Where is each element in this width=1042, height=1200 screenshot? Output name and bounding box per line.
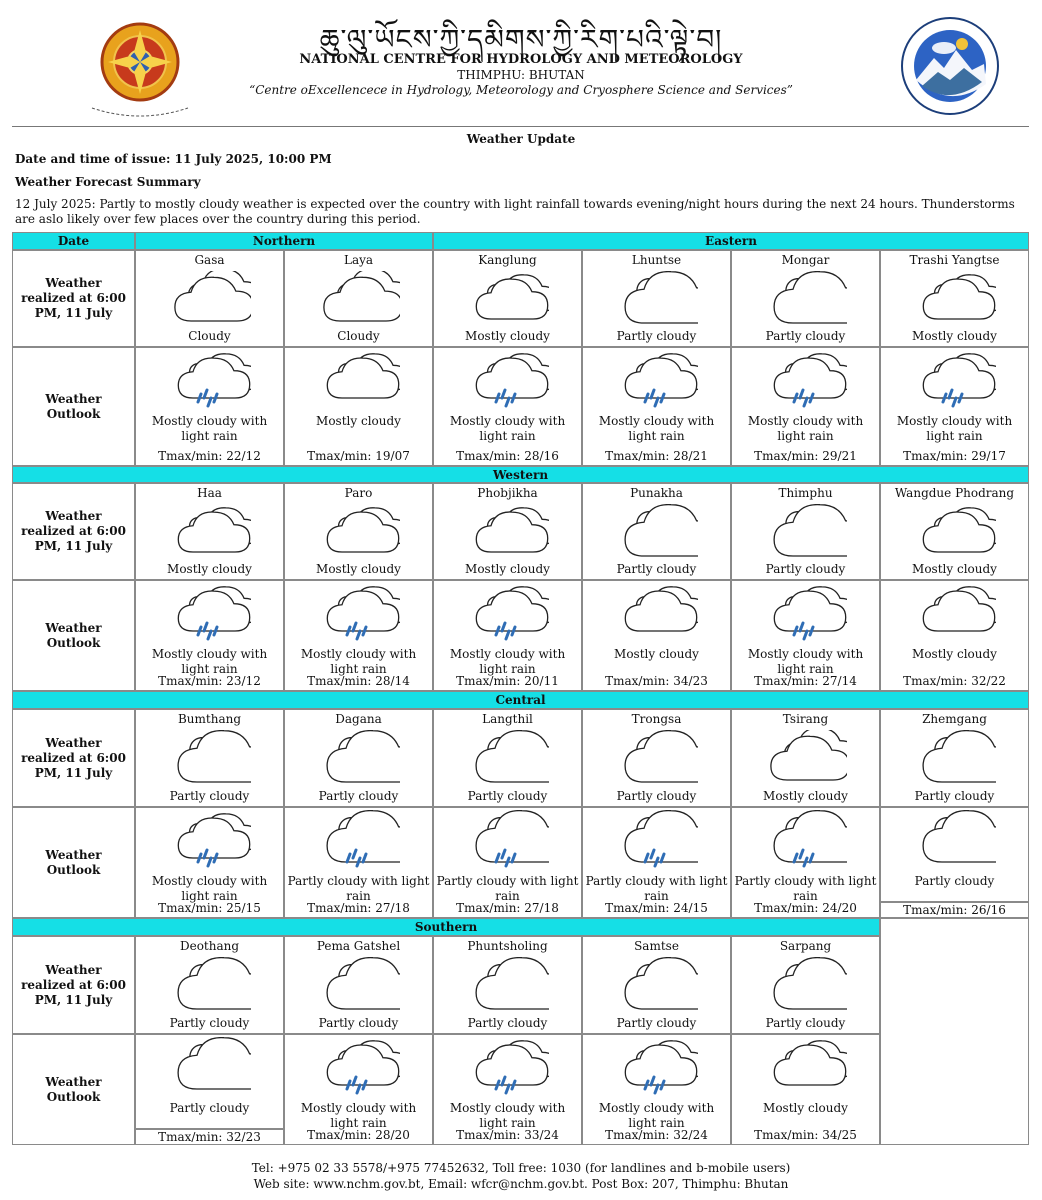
cloudy-icon (767, 730, 847, 794)
region-central-label: Central (495, 693, 546, 707)
outlook-description: Mostly cloudy with light rain (300, 647, 417, 676)
partly-icon (320, 730, 400, 794)
partly-icon (618, 957, 698, 1021)
temperature-range: Tmax/min: 24/15 (605, 901, 708, 915)
realized-cell (433, 936, 582, 1034)
date-header (12, 232, 135, 250)
cloudy-icon (320, 271, 400, 335)
outlook-cell (284, 580, 433, 691)
partly-icon (618, 271, 698, 335)
outlook-description: Mostly cloudy (316, 414, 401, 428)
mostly-rain-icon (469, 1037, 549, 1101)
temperature-range: Tmax/min: 26/16 (903, 903, 1006, 917)
mostly-icon (469, 504, 549, 568)
outlook-description: Mostly cloudy with light rain (449, 647, 566, 676)
realized-description: Partly cloudy (467, 789, 548, 803)
temperature-range: Tmax/min: 23/12 (158, 674, 261, 688)
outlook-cell (880, 347, 1029, 466)
realized-description: Partly cloudy (616, 1016, 697, 1030)
location-name: Phobjikha (477, 486, 538, 500)
footer-phone-line: Tel: +975 02 33 5578/+975 77452632, Toll free: 1030 (for landlines and b-mobile users) (251, 1161, 791, 1175)
empty-cell (880, 918, 1029, 1145)
mostly-rain-icon (171, 810, 251, 874)
summary-text: 12 July 2025: Partly to mostly cloudy weather is expected over the country with light rainfall towards evening/night hours during the next 24 hours. Thunderstorms are aslo likely over few places over the country during this period. (15, 197, 1015, 226)
mostly-icon (916, 271, 996, 335)
outlook-cell (731, 347, 880, 466)
temperature-range: Tmax/min: 28/21 (605, 449, 708, 463)
realized-description: Partly cloudy (765, 329, 846, 343)
realized-cell (582, 709, 731, 807)
organization-city: THIMPHU: BHUTAN (457, 68, 585, 82)
partly-icon (916, 810, 996, 874)
outlook-description: Mostly cloudy with light rain (151, 414, 268, 443)
location-name: Mongar (781, 253, 830, 267)
outlook-cell (731, 580, 880, 691)
mostly-rain-icon (320, 1037, 400, 1101)
region-southern-label: Southern (414, 920, 478, 934)
outlook-cell (880, 580, 1029, 691)
temperature-range: Tmax/min: 25/15 (158, 901, 261, 915)
partly-rain-icon (618, 810, 698, 874)
partly-icon (916, 730, 996, 794)
realized-cell (433, 709, 582, 807)
realized-cell (135, 709, 284, 807)
partly-rain-icon (767, 810, 847, 874)
temperature-range: Tmax/min: 28/16 (456, 449, 559, 463)
partly-icon (171, 957, 251, 1021)
outlook-description: Partly cloudy with light rain (585, 874, 728, 903)
mostly-rain-icon (767, 350, 847, 414)
outlook-description: Mostly cloudy with light rain (151, 874, 268, 903)
location-name: Thimphu (778, 486, 833, 500)
temperature-range: Tmax/min: 27/18 (456, 901, 559, 915)
realized-description: Partly cloudy (169, 1016, 250, 1030)
outlook-description: Partly cloudy (914, 874, 995, 888)
realized-cell (731, 250, 880, 347)
region-western (12, 466, 1029, 483)
row-label-realized (12, 709, 135, 807)
outlook-cell (582, 1034, 731, 1145)
temperature-range: Tmax/min: 28/20 (307, 1128, 410, 1142)
region-northern (135, 232, 433, 250)
realized-description: Mostly cloudy (912, 329, 997, 343)
location-name: Phuntsholing (467, 939, 548, 953)
realized-cell (582, 936, 731, 1034)
location-name: Pema Gatshel (316, 939, 401, 953)
realized-cell (135, 250, 284, 347)
row-label-realized-text: Weather realized at 6:00 PM, 11 July (21, 962, 126, 1007)
partly-icon (469, 957, 549, 1021)
temperature-range: Tmax/min: 34/23 (605, 674, 708, 688)
mostly-icon (916, 504, 996, 568)
realized-description: Mostly cloudy (763, 789, 848, 803)
mostly-rain-icon (171, 350, 251, 414)
region-western-label: Western (492, 467, 549, 482)
row-label-outlook-text: Weather Outlook (45, 620, 102, 650)
realized-cell (731, 483, 880, 580)
issue-date-time: Date and time of issue: 11 July 2025, 10:00 PM (15, 152, 332, 166)
outlook-cell (731, 807, 880, 918)
location-name: Sarpang (779, 939, 832, 953)
mostly-icon (767, 1037, 847, 1101)
organization-motto: “Centre oExcellencece in Hydrology, Meteorology and Cryosphere Science and Services” (249, 83, 793, 97)
mostly-icon (618, 583, 698, 647)
outlook-cell (433, 807, 582, 918)
temperature-range: Tmax/min: 32/24 (605, 1128, 708, 1142)
outlook-description: Partly cloudy with light rain (734, 874, 877, 903)
outlook-description: Mostly cloudy with light rain (151, 647, 268, 676)
partly-icon (171, 730, 251, 794)
outlook-description: Mostly cloudy with light rain (747, 414, 864, 443)
location-name: Deothang (179, 939, 240, 953)
partly-icon (618, 730, 698, 794)
partly-icon (469, 730, 549, 794)
realized-cell (880, 709, 1029, 807)
realized-cell (731, 709, 880, 807)
temperature-box (880, 902, 1029, 918)
temperature-box (135, 1129, 284, 1145)
outlook-cell (135, 347, 284, 466)
realized-cell (284, 483, 433, 580)
mostly-rain-icon (171, 583, 251, 647)
partly-rain-icon (469, 810, 549, 874)
realized-description: Partly cloudy (914, 789, 995, 803)
realized-description: Cloudy (188, 329, 231, 343)
row-label-realized-text: Weather realized at 6:00 PM, 11 July (21, 509, 126, 553)
row-label-outlook (12, 580, 135, 691)
realized-description: Partly cloudy (765, 562, 846, 576)
outlook-description: Mostly cloudy with light rain (449, 1101, 566, 1130)
outlook-cell (433, 347, 582, 466)
realized-description: Cloudy (337, 329, 380, 343)
location-name: Punakha (630, 486, 683, 500)
contact-footer (0, 1160, 1042, 1192)
summary-heading: Weather Forecast Summary (15, 175, 201, 189)
realized-cell (880, 250, 1029, 347)
outlook-cell (433, 1034, 582, 1145)
realized-cell (582, 250, 731, 347)
mostly-rain-icon (618, 350, 698, 414)
mostly-rain-icon (767, 583, 847, 647)
outlook-description: Mostly cloudy (912, 647, 997, 661)
partly-icon (767, 271, 847, 335)
region-eastern-label: Eastern (705, 234, 757, 248)
row-label-outlook-text: Weather Outlook (45, 391, 102, 421)
outlook-description: Mostly cloudy with light rain (747, 647, 864, 676)
row-label-realized (12, 936, 135, 1034)
realized-description: Partly cloudy (318, 1016, 399, 1030)
location-name: Kanglung (478, 253, 537, 267)
realized-cell (582, 483, 731, 580)
region-northern-label: Northern (252, 234, 316, 248)
realized-description: Mostly cloudy (167, 562, 252, 576)
temperature-range: Tmax/min: 28/14 (307, 674, 410, 688)
organization-name: NATIONAL CENTRE FOR HYDROLOGY AND METEOROLOGY (299, 52, 743, 67)
outlook-description: Partly cloudy with light rain (287, 874, 430, 903)
outlook-description: Mostly cloudy with light rain (300, 1101, 417, 1130)
dzongkha-title: ཆུ་ལུ་ཡོངས་ཀྱི་དམིགས་ཀྱི་རིག་པའི་ལྟེ་བ། (319, 23, 723, 56)
realized-description: Partly cloudy (765, 1016, 846, 1030)
location-name: Bumthang (177, 712, 242, 726)
outlook-cell (284, 807, 433, 918)
realized-description: Mostly cloudy (465, 562, 550, 576)
row-label-realized-text: Weather realized at 6:00 PM, 11 July (21, 735, 126, 780)
realized-description: Partly cloudy (467, 1016, 548, 1030)
temperature-range: Tmax/min: 27/14 (754, 674, 857, 688)
location-name: Tsirang (782, 712, 829, 726)
row-label-realized-text: Weather realized at 6:00 PM, 11 July (21, 276, 126, 320)
location-name: Trongsa (631, 712, 682, 726)
realized-description: Partly cloudy (318, 789, 399, 803)
partly-rain-icon (320, 810, 400, 874)
outlook-description: Partly cloudy (169, 1101, 250, 1115)
realized-cell (433, 483, 582, 580)
outlook-cell (284, 347, 433, 466)
temperature-range: Tmax/min: 27/18 (307, 901, 410, 915)
mostly-rain-icon (916, 350, 996, 414)
temperature-range: Tmax/min: 33/24 (456, 1128, 559, 1142)
row-label-outlook-text: Weather Outlook (45, 847, 102, 877)
partly-icon (618, 504, 698, 568)
date-header-label: Date (57, 234, 90, 248)
realized-description: Partly cloudy (616, 329, 697, 343)
temperature-range: Tmax/min: 24/20 (754, 901, 857, 915)
realized-cell (731, 936, 880, 1034)
report-title: Weather Update (466, 132, 576, 146)
temperature-range: Tmax/min: 19/07 (307, 449, 410, 463)
location-name: Paro (344, 486, 373, 500)
region-southern (12, 918, 880, 936)
temperature-range: Tmax/min: 32/23 (158, 1130, 261, 1144)
partly-icon (767, 504, 847, 568)
partly-icon (767, 957, 847, 1021)
partly-icon (320, 957, 400, 1021)
row-label-realized (12, 250, 135, 347)
realized-cell (284, 936, 433, 1034)
temperature-range: Tmax/min: 22/12 (158, 449, 261, 463)
realized-cell (284, 250, 433, 347)
location-name: Langthil (482, 712, 533, 726)
outlook-cell (582, 807, 731, 918)
mostly-rain-icon (469, 583, 549, 647)
location-name: Zhemgang (922, 712, 987, 726)
mostly-rain-icon (469, 350, 549, 414)
location-name: Lhuntse (631, 253, 682, 267)
realized-cell (433, 250, 582, 347)
temperature-range: Tmax/min: 29/17 (903, 449, 1006, 463)
outlook-cell (433, 580, 582, 691)
row-label-outlook (12, 1034, 135, 1145)
outlook-description: Mostly cloudy with light rain (598, 1101, 715, 1130)
location-name: Samtse (634, 939, 679, 953)
outlook-cell (731, 1034, 880, 1145)
mostly-icon (320, 350, 400, 414)
outlook-description: Partly cloudy with light rain (436, 874, 579, 903)
location-name: Trashi Yangtse (909, 253, 1000, 267)
realized-cell (284, 709, 433, 807)
location-name: Laya (343, 253, 374, 267)
outlook-description: Mostly cloudy with light rain (598, 414, 715, 443)
row-label-outlook (12, 347, 135, 466)
temperature-range: Tmax/min: 20/11 (456, 674, 559, 688)
footer-web-line: Web site: www.nchm.gov.bt, Email: wfcr@nchm.gov.bt. Post Box: 207, Thimphu: Bhutan (253, 1177, 789, 1191)
temperature-range: Tmax/min: 34/25 (754, 1128, 857, 1142)
row-label-outlook (12, 807, 135, 918)
realized-description: Partly cloudy (616, 789, 697, 803)
realized-description: Partly cloudy (616, 562, 697, 576)
row-label-outlook-text: Weather Outlook (45, 1074, 102, 1104)
temperature-range: Tmax/min: 32/22 (903, 674, 1006, 688)
realized-description: Mostly cloudy (465, 329, 550, 343)
outlook-description: Mostly cloudy (614, 647, 699, 661)
location-name: Dagana (335, 712, 382, 726)
outlook-cell (582, 580, 731, 691)
realized-cell (880, 483, 1029, 580)
outlook-cell (880, 807, 1029, 902)
outlook-description: Mostly cloudy with light rain (449, 414, 566, 443)
location-name: Wangdue Phodrang (894, 486, 1015, 500)
realized-description: Partly cloudy (169, 789, 250, 803)
mostly-icon (469, 271, 549, 335)
mostly-icon (171, 504, 251, 568)
outlook-cell (135, 1034, 284, 1129)
realized-cell (135, 936, 284, 1034)
temperature-range: Tmax/min: 29/21 (754, 449, 857, 463)
mostly-icon (916, 583, 996, 647)
outlook-description: Mostly cloudy with light rain (896, 414, 1013, 443)
mostly-rain-icon (320, 583, 400, 647)
row-label-realized (12, 483, 135, 580)
cloudy-icon (171, 271, 251, 335)
location-name: Haa (197, 486, 222, 500)
location-name: Gasa (194, 253, 225, 267)
outlook-cell (135, 580, 284, 691)
mostly-rain-icon (618, 1037, 698, 1101)
outlook-cell (582, 347, 731, 466)
outlook-cell (284, 1034, 433, 1145)
realized-description: Mostly cloudy (316, 562, 401, 576)
realized-cell (135, 483, 284, 580)
region-eastern (433, 232, 1029, 250)
region-central (12, 691, 1029, 709)
outlook-description: Mostly cloudy (763, 1101, 848, 1115)
outlook-cell (135, 807, 284, 918)
mostly-icon (320, 504, 400, 568)
realized-description: Mostly cloudy (912, 562, 997, 576)
partly-icon (171, 1037, 251, 1101)
